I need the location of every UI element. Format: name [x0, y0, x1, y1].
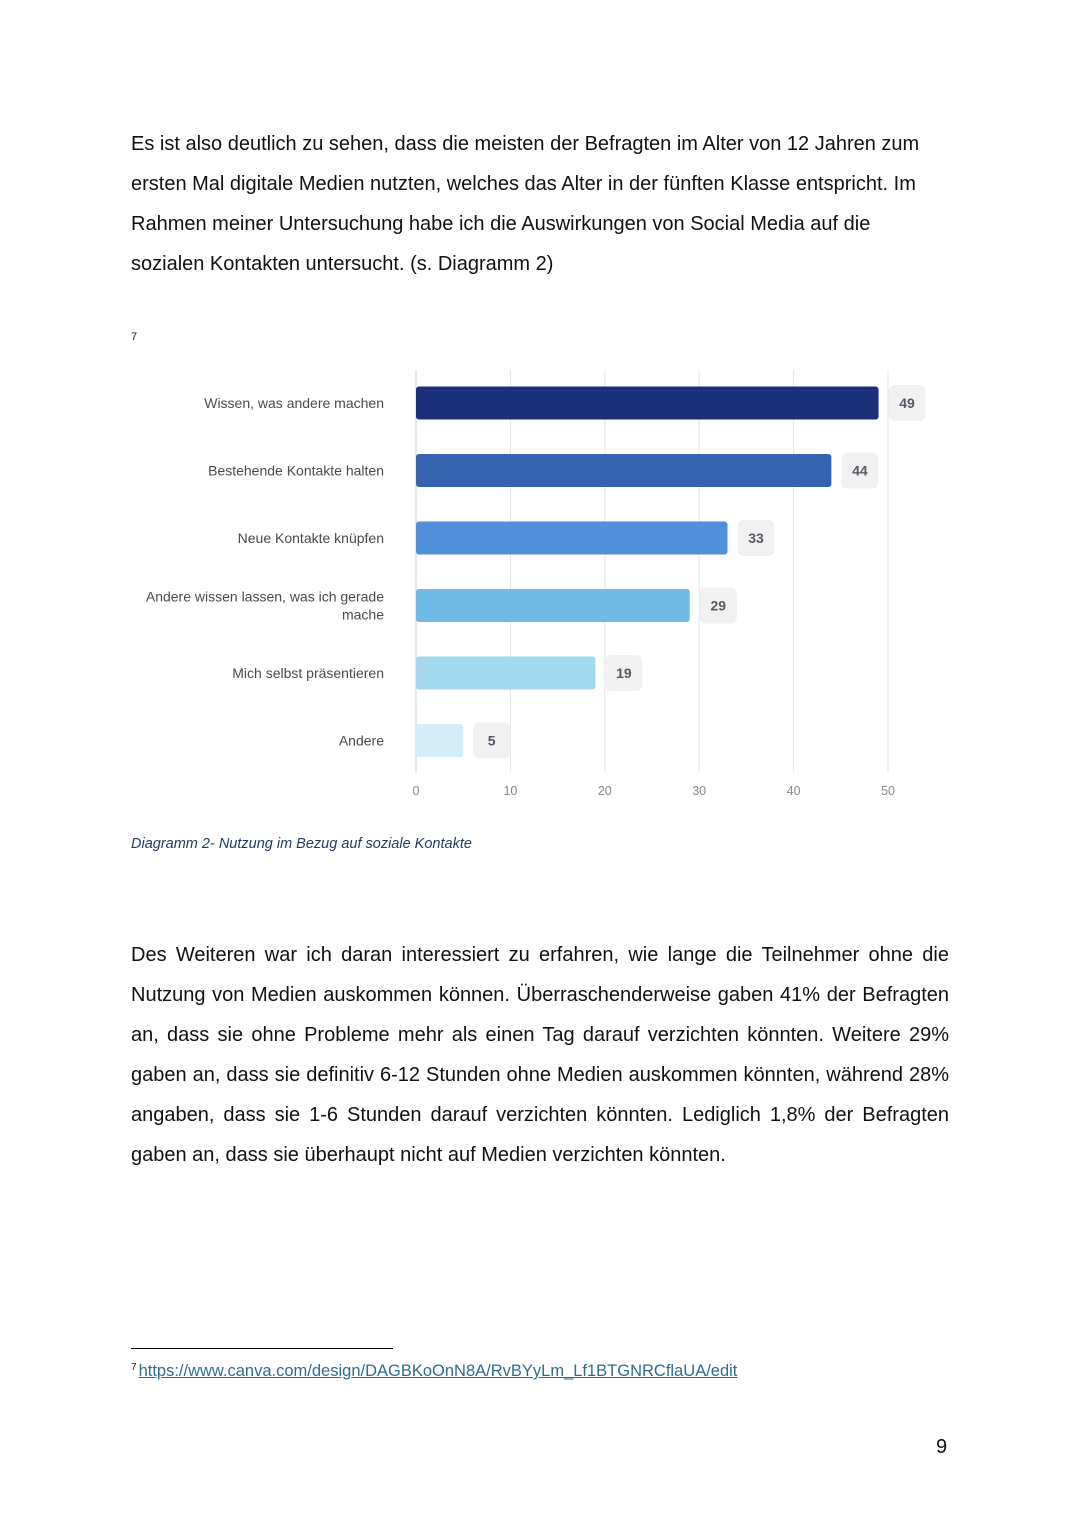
paragraph-media-abstinence: Des Weiteren war ich daran interessiert zu erfahren, wie lange die Teilnehmer ohne die Nutzung von Medien auskommen können. Überraschenderweise gaben 41% der Befragten an, dass sie ohne Probleme mehr als einen Tag darauf verzichten könnten. Weitere 29% gaben an, dass sie definitiv 6-12 Stunden ohne Medien auskommen könnten, während 28% angaben, dass sie 1-6 Stunden darauf verzichten könnten. Lediglich 1,8% der Befragten gaben an, dass sie überhaupt nicht auf Medien verzichten könnten. [131, 944, 949, 1166]
bar-chart-svg [120, 358, 950, 808]
footnote-marker: 7 [131, 1362, 137, 1373]
footnote-link[interactable]: https://www.canva.com/design/DAGBKoOnN8A/RvBYyLm_Lf1BTGNRCflaUA/edit [138, 1362, 738, 1380]
bar-chart [120, 358, 950, 808]
footnote [131, 1362, 737, 1381]
chart-caption: Diagramm 2- Nutzung im Bezug auf soziale Kontakte [131, 836, 472, 852]
category-label-6 [339, 733, 384, 749]
value-label-1: 49 [899, 395, 915, 411]
category-label-line: Mich selbst präsentieren [232, 665, 384, 681]
category-label-4 [146, 589, 384, 623]
category-label-line: Andere [338, 732, 384, 749]
value-label-3: 33 [748, 530, 764, 546]
page-number: 9 [936, 1436, 948, 1458]
value-label-6: 5 [487, 732, 496, 749]
category-label-line: Andere wissen lassen, was ich gerade [145, 588, 384, 605]
category-label-1 [204, 395, 384, 411]
category-label-line: Bestehende Kontakte halten [208, 462, 384, 479]
category-label-2 [208, 463, 384, 479]
category-label-5 [232, 665, 384, 681]
category-label-line: Neue Kontakte knüpfen [237, 530, 384, 546]
bar-4 [416, 589, 690, 622]
category-label-line: Wissen, was andere machen [204, 395, 384, 411]
footnote-separator [131, 1348, 393, 1349]
bar-6 [416, 724, 463, 757]
x-tick-label-30: 30 [692, 784, 707, 798]
value-label-2: 44 [852, 462, 868, 479]
x-tick-label-40: 40 [786, 784, 801, 798]
bar-3 [416, 522, 728, 555]
category-label-line: mache [341, 606, 384, 623]
value-label-4: 29 [710, 597, 727, 614]
x-tick-label-10: 10 [503, 784, 518, 798]
x-tick-label-20: 20 [597, 784, 612, 798]
chart-footnote-marker: 7 [131, 331, 138, 343]
x-tick-label-50: 50 [881, 784, 895, 798]
value-label-5: 19 [616, 665, 632, 681]
bar-1 [416, 387, 879, 420]
paragraph-intro: Es ist also deutlich zu sehen, dass die meisten der Befragten im Alter von 12 Jahren zum ersten Mal digitale Medien nutzten, welches das Alter in der fünften Klasse entspricht. Im Rahmen meiner Untersuchung habe ich die Auswirkungen von Social Media auf die sozialen Kontakten untersucht. (s. Diagramm 2) [131, 133, 920, 275]
x-tick-label-0: 0 [412, 784, 420, 798]
bar-5 [416, 657, 595, 690]
bar-2 [416, 454, 831, 487]
category-label-3 [238, 530, 384, 546]
